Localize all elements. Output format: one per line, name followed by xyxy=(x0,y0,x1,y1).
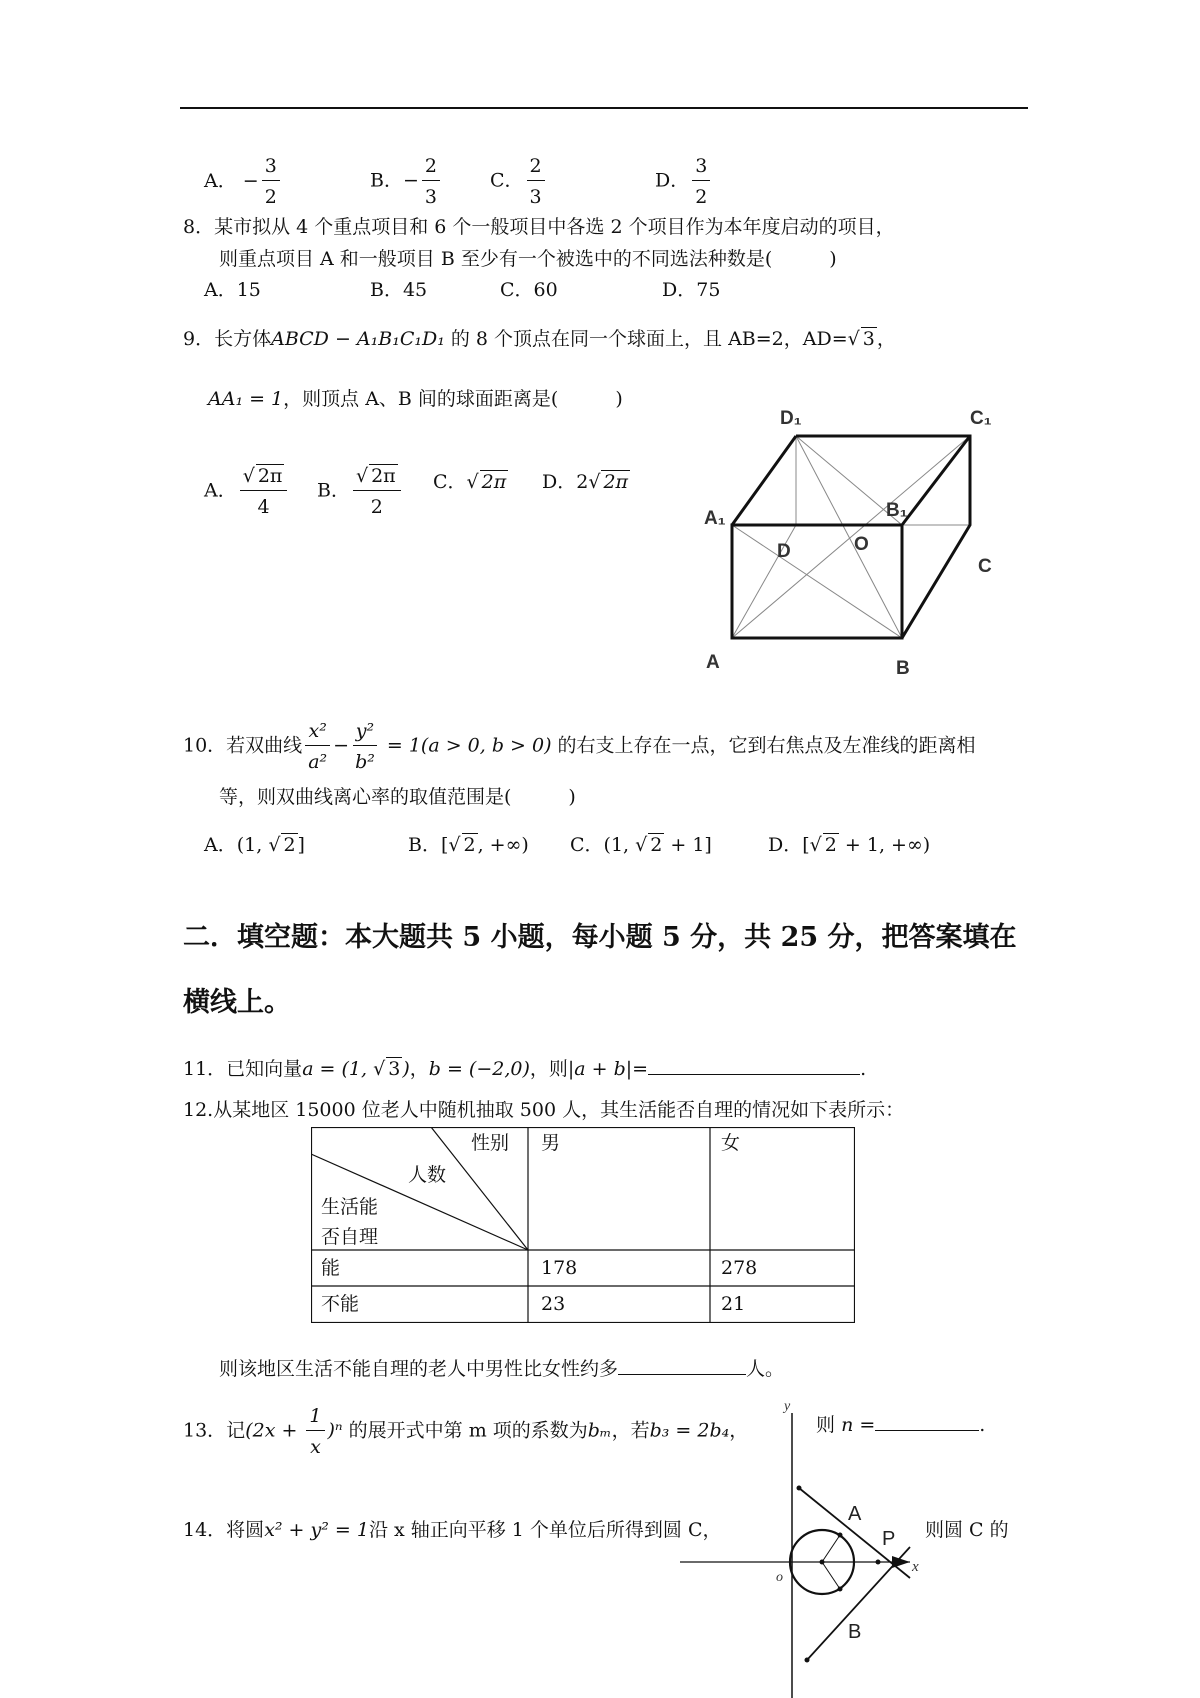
table-col-male: 男 xyxy=(541,1132,561,1154)
axis-label-x: x xyxy=(912,1559,919,1575)
cube-label-a1: A₁ xyxy=(704,508,726,529)
q14-tail: 则圆 C 的 xyxy=(925,1519,1009,1541)
q10-option-c: C．(1, √ 2 + 1] xyxy=(570,834,712,856)
q8-line2: 则重点项目 A 和一般项目 B 至少有一个被选中的不同选法种数是( ) xyxy=(219,248,837,270)
table-cell: 21 xyxy=(721,1293,746,1315)
q8-option-c: C．60 xyxy=(500,279,558,301)
table-header-gender: 性别 xyxy=(471,1132,510,1154)
cuboid-figure xyxy=(690,400,1010,690)
q9-option-c: C．√ 2π xyxy=(433,471,507,493)
q7-a-fraction: $\frac{3}{2}$ xyxy=(262,155,280,208)
q7-options xyxy=(204,155,283,208)
point-label-p: P xyxy=(882,1528,896,1550)
cube-label-c: C xyxy=(978,556,992,577)
axis-label-y: y xyxy=(784,1399,791,1414)
q10-option-a: A．(1, √ 2 ] xyxy=(204,834,305,856)
cube-label-b: B xyxy=(896,658,910,679)
q12-answer-blank[interactable] xyxy=(618,1356,746,1375)
q7-option-b: B．− $\frac{2}{3}$ xyxy=(370,155,443,208)
q9-option-b: B． $\frac{√ 2\pi}{2}$ xyxy=(317,465,404,518)
q10-line1: 10．若双曲线 $\frac{\text{x²}}{\text{a²}}$ − $\frac{\text{y²}}{\text{b²}}$ = 1(a > 0, b > 0) 的右支上存在一点，它到右焦点及左准线的距离相 xyxy=(183,720,976,773)
tangent-circle-figure xyxy=(680,1395,925,1698)
q10-option-b: B．[√ 2 , +∞) xyxy=(408,834,529,856)
table-header-row-label-1: 生活能 xyxy=(321,1196,379,1218)
q7-option-c: C． $\frac{2}{3}$ xyxy=(490,155,548,208)
section2-heading-line1: 二．填空题：本大题共 5 小题，每小题 5 分，共 25 分，把答案填在 xyxy=(183,922,1017,953)
q13-ask: 则 n = . xyxy=(816,1414,986,1436)
origin-label: o xyxy=(776,1570,783,1585)
q8-line1: 8．某市拟从 4 个重点项目和 6 个一般项目中各选 2 个项目作为本年度启动的项目， xyxy=(183,216,895,238)
q8-option-a: A．15 xyxy=(204,279,261,301)
cube-label-a: A xyxy=(706,652,720,673)
q12-question: 则该地区生活不能自理的老人中男性比女性约多 人。 xyxy=(219,1358,785,1380)
q7-option-a: A． − $\frac{3}{2}$ xyxy=(204,170,283,192)
table-cell: 23 xyxy=(541,1293,566,1315)
table-col-female: 女 xyxy=(721,1132,741,1154)
q10-line2: 等，则双曲线离心率的取值范围是( ) xyxy=(219,786,576,808)
section2-heading-line2: 横线上。 xyxy=(183,987,291,1018)
q8-option-b: B．45 xyxy=(370,279,428,301)
q9-option-d: D．2√ 2π xyxy=(542,471,629,493)
table-header-count: 人数 xyxy=(408,1164,447,1186)
point-label-a: A xyxy=(848,1503,862,1525)
q14: 14．将圆x² + y² = 1沿 x 轴正向平移 1 个单位后所得到圆 C， xyxy=(183,1519,722,1541)
q13: 13．记(2x + $\frac{1}{x}$ )ⁿ 的展开式中第 m 项的系数为bₘ，若b₃ = 2b₄， xyxy=(183,1405,749,1458)
cube-label-b1: B₁ xyxy=(886,500,908,521)
table-row-label: 不能 xyxy=(321,1293,360,1315)
cube-label-o: O xyxy=(854,534,869,555)
cube-label-d: D xyxy=(777,541,791,562)
cube-label-c1: C₁ xyxy=(970,408,992,429)
q8-option-d: D．75 xyxy=(662,279,721,301)
table-cell: 178 xyxy=(541,1257,578,1279)
point-label-b: B xyxy=(848,1621,862,1643)
q11-answer-blank[interactable] xyxy=(648,1056,860,1075)
q7-option-d: D． $\frac{3}{2}$ xyxy=(655,155,713,208)
q12-text: 12.从某地区 15000 位老人中随机抽取 500 人，其生活能否自理的情况如下表所示： xyxy=(183,1099,905,1121)
q11: 11．已知向量a = (1, √ 3 )，b = (−2,0)，则|a + b|= . xyxy=(183,1058,867,1080)
q9-option-a: A． $\frac{√ 2\pi}{4}$ xyxy=(204,465,290,518)
q10-option-d: D．[√ 2 + 1, +∞) xyxy=(768,834,931,856)
header-rule xyxy=(180,107,1028,109)
table-cell: 278 xyxy=(721,1257,758,1279)
table-header-row-label-2: 否自理 xyxy=(321,1226,379,1248)
q9-line1: 9．长方体ABCD − A₁B₁C₁D₁ 的 8 个顶点在同一个球面上，且 AB=2，AD=√ 3 ， xyxy=(183,328,896,350)
q12-table xyxy=(311,1127,855,1323)
cube-label-d1: D₁ xyxy=(780,408,802,429)
table-row-label: 能 xyxy=(321,1257,341,1279)
q9-line2: AA₁ = 1，则顶点 A、B 间的球面距离是( ) xyxy=(208,388,623,410)
